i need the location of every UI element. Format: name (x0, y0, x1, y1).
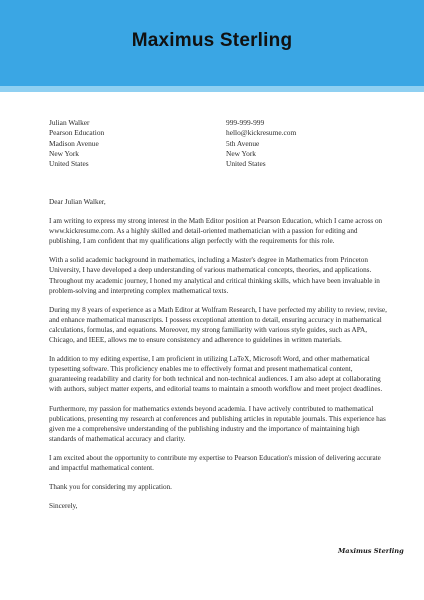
paragraph-intro: I am writing to express my strong interest in the Math Editor position at Pearson Education, which I came across on www.kickresume.com. As a highly skilled and detail-oriented mathematician with a passion for editing and publishing, I am confident that my qualifications align perfectly with the requirements for this role. (49, 217, 383, 246)
paragraph-experience: During my 8 years of experience as a Math Editor at Wolfram Research, I have perfected my ability to review, revise, and enhance mathematical manuscripts. I possess exceptional attention to detail, ensuring accuracy in mathematical calculations, formulas, and equations. Moreover, my strong familiarity with various style guides, such as APA, Chicago, and IEEE, allows me to ensure consistency and adherence to guidelines in written materials. (49, 305, 387, 345)
sender-country: United States (226, 159, 266, 169)
paragraph-education: With a solid academic background in mathematics, including a Master's degree in Mathematics from Princeton University, I have developed a deep understanding of various mathematical concepts, theories, and applications. Throughout my academic journey, I honed my analytical and critical thinking skills, which have been invaluable in problem-solving and interpreting complex mathematical texts. (49, 256, 380, 295)
recipient-country: United States (49, 159, 89, 169)
paragraph-publications: Furthermore, my passion for mathematics extends beyond academia. I have actively contributed to mathematical publications, presenting my research at conferences and publishing articles in reputable journals. This experience has given me a comprehensive understanding of the publishing industry and the importance of maintaining high standards of mathematical accuracy and clarity. (49, 404, 386, 443)
paragraph-thanks: Thank you for considering my application. (49, 483, 172, 492)
recipient-company: Pearson Education (49, 128, 105, 138)
signature: Maximus Sterling (338, 547, 404, 555)
sender-contact (226, 118, 296, 169)
header-stripe (0, 86, 424, 92)
recipient-address (49, 118, 104, 169)
sender-phone: 999-999-999 (226, 118, 265, 127)
closing: Sincerely, (49, 502, 78, 511)
sender-city: New York (226, 148, 256, 158)
paragraph-skills: In addition to my editing expertise, I am proficient in utilizing LaTeX, Microsoft Word, and other mathematical typesetting software. This proficiency enables me to effectively format and present mathematical content, guaranteeing readability and clarity for both technical and non-technical audiences. I am also adept at collaborating with authors, subject matter experts, and editorial teams to maintain a smooth workflow and meet project deadlines. (49, 355, 383, 394)
letter-body (49, 197, 387, 520)
greeting: Dear Julian Walker, (49, 198, 106, 206)
sender-email: hello@kickresume.com (226, 128, 297, 138)
applicant-name: Maximus Sterling (131, 30, 293, 51)
recipient-city: New York (49, 148, 79, 158)
recipient-street: Madison Avenue (49, 138, 99, 148)
recipient-name: Julian Walker (49, 118, 90, 127)
paragraph-excitement: I am excited about the opportunity to contribute my expertise to Pearson Education's mission of delivering accurate and impactful mathematical content. (49, 453, 381, 472)
sender-street: 5th Avenue (226, 138, 260, 148)
